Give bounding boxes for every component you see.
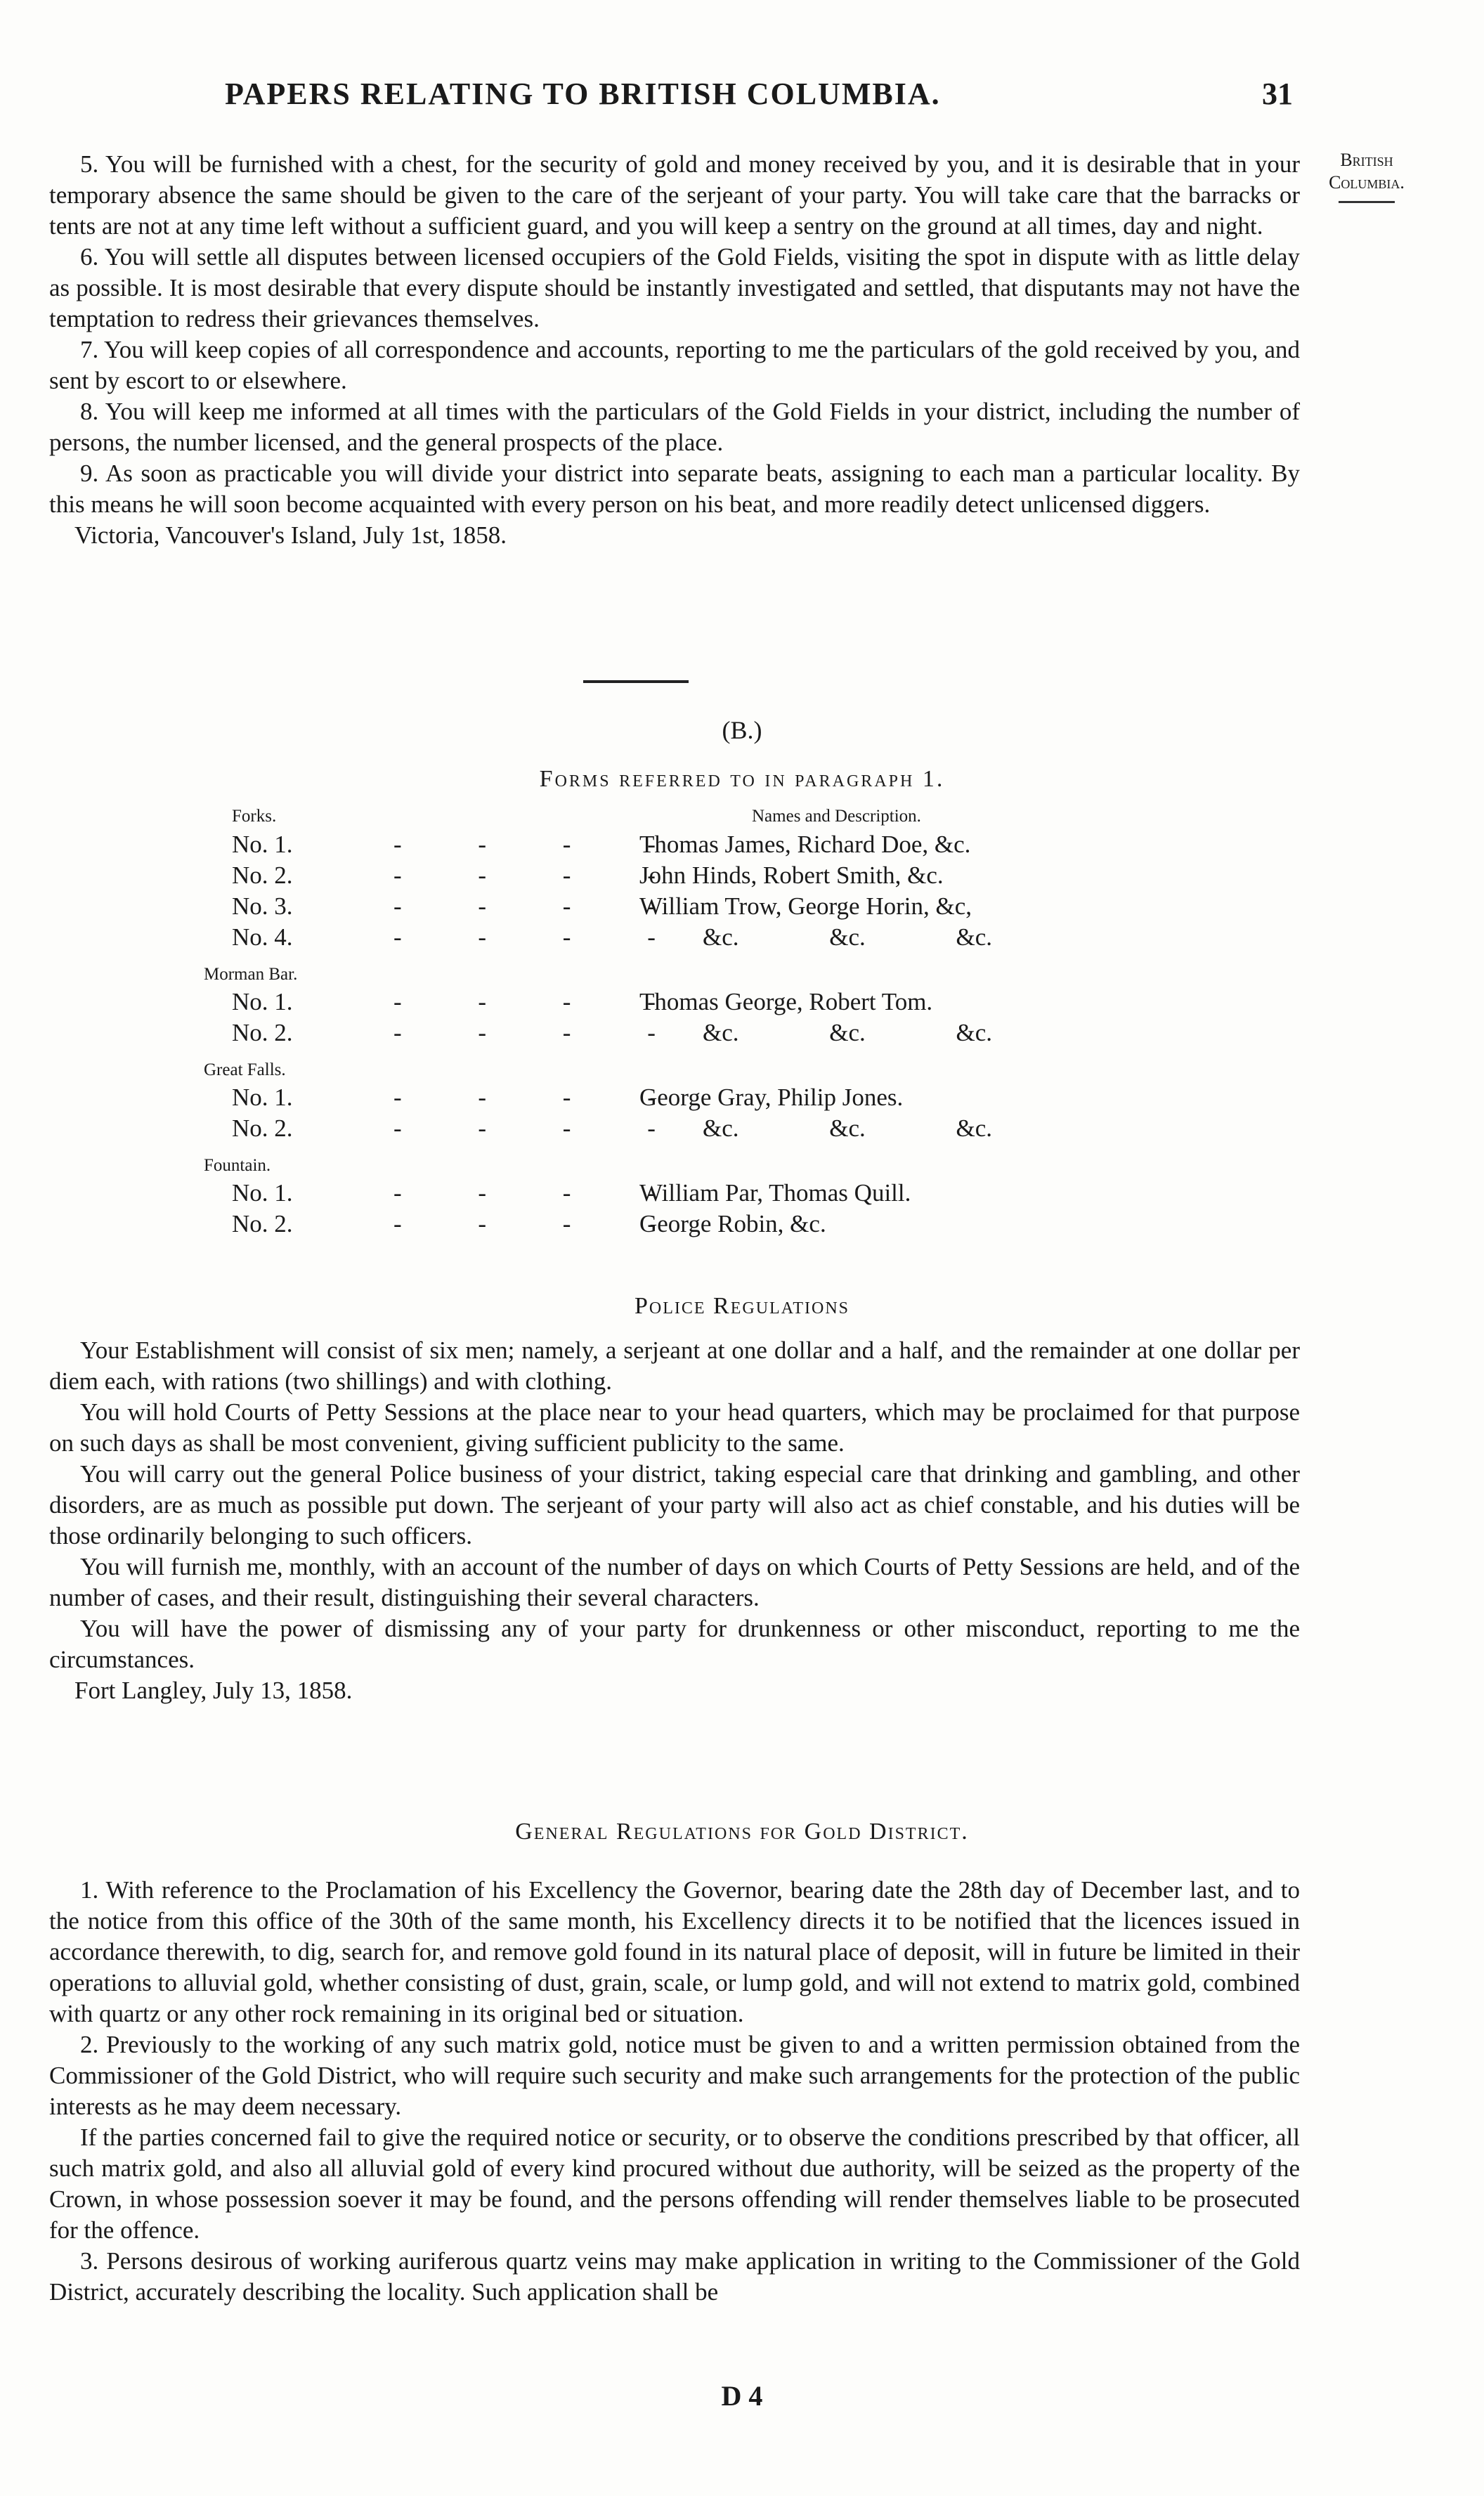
form-number: No. 4. bbox=[232, 923, 293, 951]
leader-dashes: - - - - bbox=[393, 1114, 691, 1142]
general-regulations-section bbox=[49, 1875, 1300, 2308]
margin-note bbox=[1307, 149, 1426, 203]
leader-dashes: - - - - bbox=[393, 831, 691, 858]
instructions-section bbox=[49, 149, 1300, 551]
form-number: No. 1. bbox=[232, 1179, 293, 1207]
form-row bbox=[190, 891, 1103, 922]
instruction-paragraph-6: 6. You will settle all disputes between licensed occupiers of the Gold Fields, visiting the spot in dispute with as little delay as possible. It is most desirable that every dispute should be instantly investigated and settled, that disputants may not have the temptation to redress their grievances themselves. bbox=[49, 243, 1300, 332]
signature-mark: D 4 bbox=[721, 2380, 763, 2412]
leader-dashes: - - - - bbox=[393, 1019, 691, 1046]
instruction-paragraph-8: 8. You will keep me informed at all times with the particulars of the Gold Fields in your district, including the number of persons, the number licensed, and the general prospects of the place. bbox=[49, 398, 1300, 456]
form-number: No. 1. bbox=[232, 1084, 293, 1111]
leader-dashes: - - - - bbox=[393, 923, 691, 951]
form-names: William Trow, George Horin, &c, bbox=[639, 892, 972, 920]
forks-column-header: Forks. bbox=[232, 807, 277, 826]
form-names: &c. &c. &c. bbox=[703, 1114, 993, 1142]
location-label: Great Falls. bbox=[204, 1060, 286, 1079]
general-paragraph-seizure: If the parties concerned fail to give the required notice or security, or to observe the conditions prescribed by that officer, all such matrix gold, and also all alluvial gold of every kind procured without due authority, will be seized as the property of the Crown, in whose possession soever it may be found, and the persons offending will render themselves liable to be prosecuted for the offence. bbox=[49, 2124, 1300, 2244]
instruction-paragraph-7: 7. You will keep copies of all correspondence and accounts, reporting to me the particulars of the gold received by you, and sent by escort to or elsewhere. bbox=[49, 336, 1300, 394]
leader-dashes: - - - - bbox=[393, 862, 691, 889]
form-names: Thomas James, Richard Doe, &c. bbox=[639, 831, 971, 858]
form-number: No. 2. bbox=[232, 1019, 293, 1046]
section-divider-ornament bbox=[583, 679, 689, 684]
margin-rule bbox=[1339, 201, 1395, 203]
leader-dashes: - - - - bbox=[393, 892, 691, 920]
leader-dashes: - - - - bbox=[393, 1084, 691, 1111]
police-paragraph: You will have the power of dismissing any of your party for drunkenness or other misconduct, reporting to me the circumstances. bbox=[49, 1615, 1300, 1673]
leader-dashes: - - - - bbox=[393, 988, 691, 1015]
form-number: No. 1. bbox=[232, 988, 293, 1015]
form-row bbox=[190, 1178, 1103, 1209]
form-row bbox=[190, 922, 1103, 953]
forms-header-row bbox=[190, 807, 1103, 829]
police-paragraph: Your Establishment will consist of six men; namely, a serjeant at one dollar and a half, and the remainder at one dollar per diem each, with rations (two shillings) and with clothing. bbox=[49, 1337, 1300, 1395]
instruction-paragraph-9: 9. As soon as practicable you will divide your district into separate beats, assigning to each man a particular locality. By this means he will soon become acquainted with every person on his beat, and more readily detect unlicensed diggers. bbox=[49, 460, 1300, 518]
form-names: George Gray, Philip Jones. bbox=[639, 1084, 904, 1111]
form-row bbox=[190, 1113, 1103, 1144]
forms-label: (B.) bbox=[722, 716, 762, 744]
form-number: No. 2. bbox=[232, 1114, 293, 1142]
location-label: Fountain. bbox=[204, 1156, 271, 1175]
forms-heading: Forms referred to in paragraph 1. bbox=[539, 766, 945, 792]
form-row bbox=[190, 860, 1103, 891]
names-column-header: Names and Description. bbox=[752, 807, 921, 826]
police-paragraph: You will carry out the general Police business of your district, taking especial care that drinking and gambling, and other disorders, are as much as possible put down. The serjeant of your party will also act as chief constable, and his duties will be those ordinarily belonging to such officers. bbox=[49, 1460, 1300, 1549]
general-paragraph-3: 3. Persons desirous of working auriferous quartz veins may make application in writing to the Commissioner of the Gold District, accurately describing the locality. Such application shall be bbox=[49, 2247, 1300, 2306]
leader-dashes: - - - - bbox=[393, 1210, 691, 1237]
police-paragraph: You will hold Courts of Petty Sessions at the place near to your head quarters, which may be proclaimed for that purpose on such days as shall be most convenient, giving sufficient publicity to the same. bbox=[49, 1398, 1300, 1457]
form-number: No. 2. bbox=[232, 862, 293, 889]
running-title: PAPERS RELATING TO BRITISH COLUMBIA. bbox=[225, 77, 941, 111]
form-row bbox=[190, 1018, 1103, 1048]
form-names: &c. &c. &c. bbox=[703, 923, 993, 951]
police-regulations-section bbox=[49, 1335, 1300, 1706]
location-label: Morman Bar. bbox=[204, 965, 298, 984]
form-names: John Hinds, Robert Smith, &c. bbox=[639, 862, 944, 889]
form-number: No. 2. bbox=[232, 1210, 293, 1237]
form-names: Thomas George, Robert Tom. bbox=[639, 988, 933, 1015]
police-signoff: Fort Langley, July 13, 1858. bbox=[74, 1677, 353, 1704]
instructions-signoff: Victoria, Vancouver's Island, July 1st, 1858. bbox=[74, 521, 507, 549]
margin-note-text: British Columbia. bbox=[1329, 150, 1405, 193]
form-row bbox=[190, 1209, 1103, 1240]
general-paragraph-2: 2. Previously to the working of any such matrix gold, notice must be given to and a written permission obtained from the Commissioner of the Gold District, who will require such security and make such arrangements for the protection of the public interests as he may deem necessary. bbox=[49, 2031, 1300, 2120]
general-paragraph-1: 1. With reference to the Proclamation of his Excellency the Governor, bearing date the 28th day of December last, and to the notice from this office of the 30th of the same month, his Excellency directs it to be notified that the licences issued in accordance therewith, to dig, search for, and remove gold found in its natural place of deposit, will in future be limited in their operations to alluvial gold, whether consisting of dust, grain, scale, or lump gold, and will not extend to matrix gold, combined with quartz or any other rock remaining in its original bed or situation. bbox=[49, 1876, 1300, 2027]
forms-table bbox=[190, 807, 1103, 1240]
general-regulations-heading: General Regulations for Gold District. bbox=[515, 1819, 969, 1845]
form-names: George Robin, &c. bbox=[639, 1210, 826, 1237]
form-names: William Par, Thomas Quill. bbox=[639, 1179, 911, 1207]
leader-dashes: - - - - bbox=[393, 1179, 691, 1207]
police-paragraph: You will furnish me, monthly, with an account of the number of days on which Courts of Petty Sessions are held, and of the number of cases, and their result, distinguishing their several characters. bbox=[49, 1553, 1300, 1611]
instruction-paragraph-5: 5. You will be furnished with a chest, for the security of gold and money received by you, and it is desirable that in your temporary absence the same should be given to the care of the serjeant of your party. You will take care that the barracks or tents are not at any time left without a sufficient guard, and you will keep a sentry on the ground at all times, day and night. bbox=[49, 150, 1300, 240]
form-row bbox=[190, 1082, 1103, 1113]
running-head bbox=[225, 76, 1293, 125]
form-row bbox=[190, 987, 1103, 1018]
form-names: &c. &c. &c. bbox=[703, 1019, 993, 1046]
page-number: 31 bbox=[1262, 77, 1293, 111]
form-number: No. 1. bbox=[232, 831, 293, 858]
form-number: No. 3. bbox=[232, 892, 293, 920]
form-row bbox=[190, 829, 1103, 860]
police-regulations-heading: Police Regulations bbox=[634, 1293, 850, 1319]
